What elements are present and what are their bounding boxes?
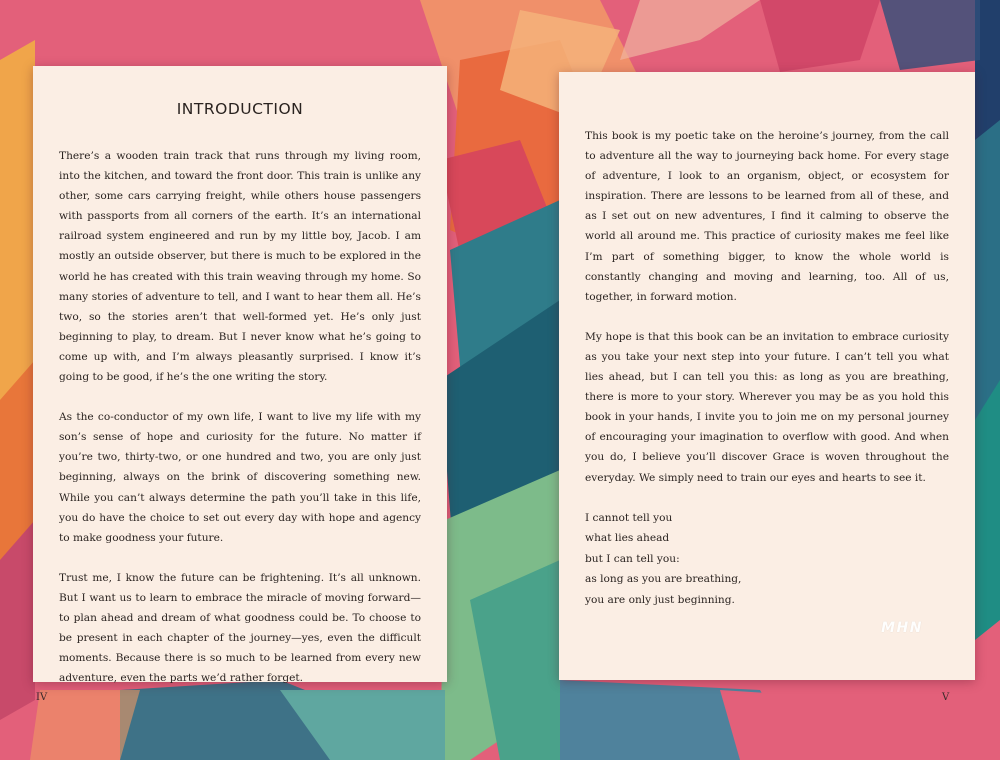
left-page-body xyxy=(59,146,421,708)
poem-line: you are only just beginning. xyxy=(585,593,735,606)
signature: MHN xyxy=(881,620,923,636)
paragraph: As the co-conductor of my own life, I want to live my life with my son’s sense of hope and curiosity for the future. No matter if you’re two, thirty-two, or one hundred and two, you are only just beginning, always on the brink of discovering something new. While you can’t always determine the path you’ll take in this life, you do have the choice to set out every day with hope and agency to make goodness your future. xyxy=(59,411,421,544)
left-page xyxy=(33,66,447,685)
poem-line: but I can tell you: xyxy=(585,552,680,565)
poem xyxy=(585,508,949,611)
paragraph: This book is my poetic take on the heroine’s journey, from the call to adventure all the way to journeying back home. For every stage of adventure, I look to an organism, object, or ecosystem for inspiration. There are lessons to be learned from all of these, and as I set out on new adventures, I find it calming to observe the world all around me. This practice of curiosity makes me feel like I’m part of something bigger, to know the whole world is constantly changing and moving and learning, too. All of us, together, in forward motion. xyxy=(585,130,949,303)
paragraph: Trust me, I know the future can be frightening. It’s all unknown. But I want us to learn to embrace the miracle of moving forward—to plan ahead and dream of what goodness could be. To choose to be present in each chapter of the journey—yes, even the difficult moments. Because there is so much to be learned from every new adventure, even the parts we’d rather forget. xyxy=(59,571,421,685)
poem-line: I cannot tell you xyxy=(585,511,673,524)
right-page-body xyxy=(585,126,949,611)
page-title: INTRODUCTION xyxy=(176,100,304,118)
page-number-right: V xyxy=(942,692,950,703)
poem-line: as long as you are breathing, xyxy=(585,573,742,586)
right-page xyxy=(559,72,975,680)
paragraph: My hope is that this book can be an invitation to embrace curiosity as you take your next step into your future. I can’t tell you what lies ahead, but I can tell you this: as long as you are breathing, there is more to your story. Wherever you may be as you hold this book in your hands, I invite you to join me on my personal journey of encouraging your imagination to overflow with good. And when you do, I believe you’ll discover Grace is woven throughout the everyday. We simply need to train our eyes and hearts to see it. xyxy=(585,330,949,484)
page-number-left: IV xyxy=(36,692,48,703)
paragraph: There’s a wooden train track that runs through my living room, into the kitchen, and toward the front door. This train is unlike any other, some cars carrying freight, while others house passengers with passports from all corners of the earth. It’s an international railroad system engineered and run by my little boy, Jacob. I am mostly an outside observer, but there is much to be explored in the world he has created with this train weaving through my home. So many stories of adventure to tell, and I want to hear them all. He’s two, so the stories aren’t that well-formed yet. He’s only just beginning to play, to dream. But I never know what he’s going to come up with, and I’m always pleasantly surprised. I know it’s going to be good, if he’s the one writing the story. xyxy=(59,150,421,384)
poem-line: what lies ahead xyxy=(585,532,670,545)
